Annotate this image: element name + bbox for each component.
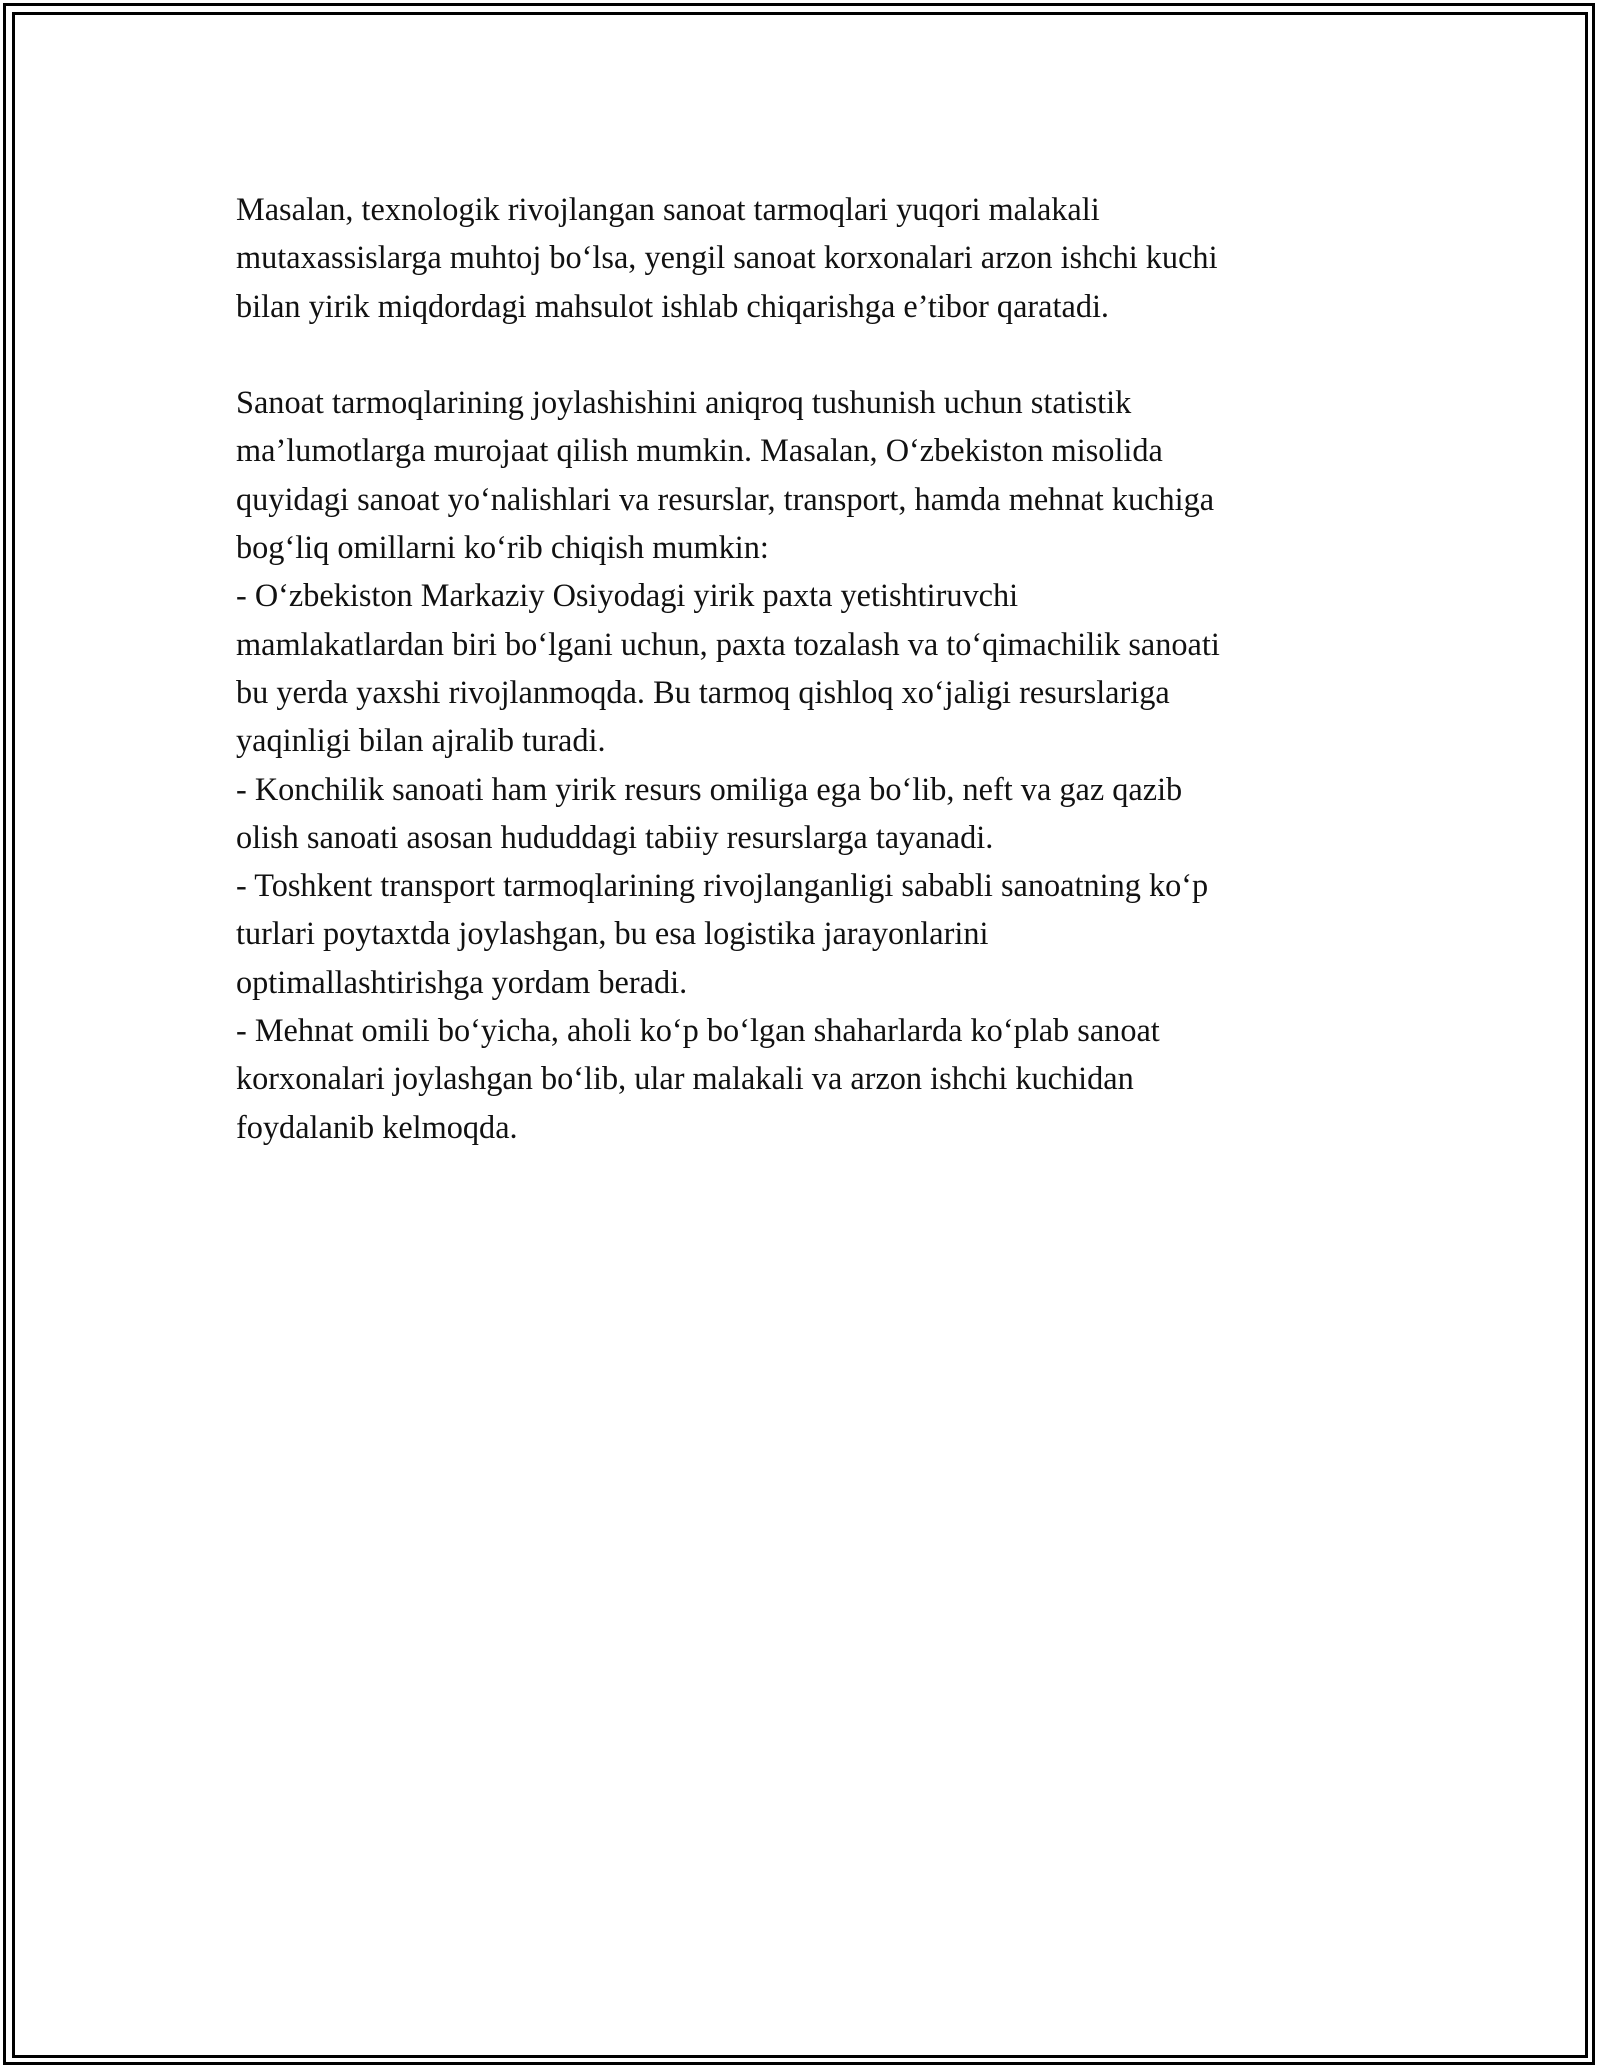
list-item-line: - O‘zbekiston Markaziy Osiyodagi yirik paxta yetishtiruvchi: [236, 577, 1019, 614]
list-item-line: - Mehnat omili bo‘yicha, aholi ko‘p bo‘lgan shaharlarda ko‘plab sanoat: [236, 1012, 1160, 1049]
list-item-line: turlari poytaxtda joylashgan, bu esa logistika jarayonlarini: [236, 915, 989, 952]
text-line: bog‘liq omillarni ko‘rib chiqish mumkin:: [236, 529, 769, 566]
paragraph-2: [236, 378, 1366, 1151]
text-line: Sanoat tarmoqlarining joylashishini aniqroq tushunish uchun statistik: [236, 384, 1132, 421]
list-item-line: optimallashtirishga yordam beradi.: [236, 963, 688, 1000]
list-item-line: mamlakatlardan biri bo‘lgani uchun, paxta tozalash va to‘qimachilik sanoati: [236, 625, 1220, 662]
list-item-line: korxonalari joylashgan bo‘lib, ular malakali va arzon ishchi kuchidan: [236, 1060, 1134, 1097]
list-item-line: foydalanib kelmoqda.: [236, 1108, 518, 1145]
document-body: [236, 185, 1366, 1151]
text-line: mutaxassislarga muhtoj bo‘lsa, yengil sanoat korxonalari arzon ishchi kuchi: [236, 239, 1218, 276]
text-line: quyidagi sanoat yo‘nalishlari va resurslar, transport, hamda mehnat kuchiga: [236, 480, 1215, 517]
list-item-line: olish sanoati asosan hududdagi tabiiy resurslarga tayanadi.: [236, 818, 994, 855]
list-item-line: bu yerda yaxshi rivojlanmoqda. Bu tarmoq qishloq xo‘jaligi resurslariga: [236, 673, 1170, 710]
list-item-line: yaqinligi bilan ajralib turadi.: [236, 722, 606, 759]
text-line: Masalan, texnologik rivojlangan sanoat tarmoqlari yuqori malakali: [236, 191, 1100, 227]
text-line: bilan yirik miqdordagi mahsulot ishlab chiqarishga e’tibor qaratadi.: [236, 287, 1110, 324]
paragraph-1: [236, 185, 1366, 330]
list-item-line: - Toshkent transport tarmoqlarining rivojlanganligi sababli sanoatning ko‘p: [236, 867, 1209, 904]
list-item-line: - Konchilik sanoati ham yirik resurs omiliga ega bo‘lib, neft va gaz qazib: [236, 770, 1183, 807]
text-line: ma’lumotlarga murojaat qilish mumkin. Masalan, O‘zbekiston misolida: [236, 432, 1163, 469]
